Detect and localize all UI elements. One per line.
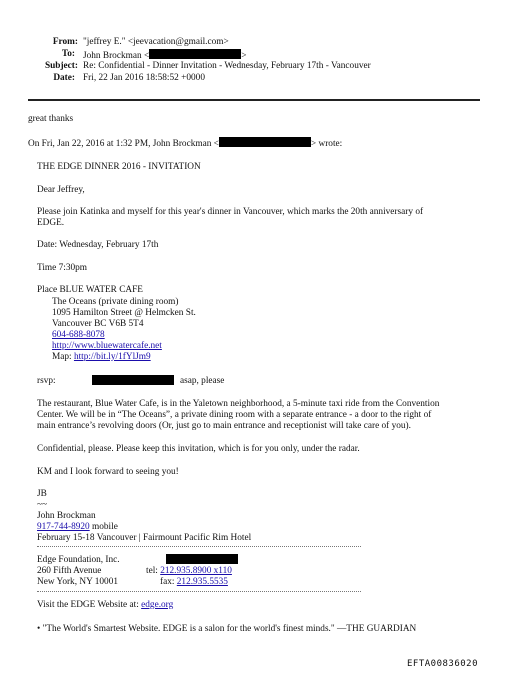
- redaction-box: [149, 49, 241, 59]
- invite-para2-line2: Center. We will be in “The Oceans”, a private dining room with a separate entrance - a door to the right of: [37, 410, 432, 420]
- map-label: Map:: [52, 352, 74, 362]
- tel-link[interactable]: 212.935.8900 x110: [160, 566, 232, 576]
- signature-divider: [37, 546, 361, 550]
- website-link[interactable]: http://www.bluewatercafe.net: [52, 341, 162, 351]
- quote-intro: [28, 137, 342, 150]
- invite-title: THE EDGE DINNER 2016 - INVITATION: [37, 162, 201, 172]
- invite-para2-line3: main entrance’s revolving doors (Or, just go to main entrance and receptionist will take care of you).: [37, 421, 411, 431]
- date-label: Date:: [53, 73, 75, 83]
- to-label: To:: [61, 49, 75, 59]
- signature-name: John Brockman: [37, 511, 96, 521]
- fax-label: fax:: [160, 577, 177, 587]
- phone-link[interactable]: 604-688-8078: [52, 330, 105, 340]
- date-value: Fri, 22 Jan 2016 18:58:52 +0000: [83, 73, 205, 83]
- signature-divider: [37, 591, 361, 595]
- reply-text: great thanks: [28, 114, 74, 124]
- guardian-quote: • "The World's Smartest Website. EDGE is a salon for the world's finest minds." —THE GUARDIAN: [37, 624, 417, 634]
- signature-tilde: ~~: [37, 500, 48, 510]
- rsvp-suffix: asap, please: [180, 376, 225, 386]
- invite-greeting: Dear Jeffrey,: [37, 185, 85, 195]
- quote-intro-suffix: > wrote:: [310, 139, 343, 149]
- redaction-box: [92, 375, 174, 385]
- visit-prefix: Visit the EDGE Website at:: [37, 600, 142, 610]
- invite-date-line: Date: Wednesday, February 17th: [37, 240, 159, 250]
- redaction-box: [166, 554, 238, 564]
- mobile-line: [37, 522, 118, 533]
- city-line: New York, NY 10001: [37, 577, 119, 587]
- redaction-box: [219, 137, 311, 147]
- edge-link[interactable]: edge.org: [141, 600, 174, 610]
- map-link[interactable]: http://bit.ly/1fYlJm9: [73, 352, 151, 362]
- address-line-2: 1095 Hamilton Street @ Helmcken St.: [52, 308, 196, 318]
- confidential-note: Confidential, please. Please keep this invitation, which is for you only, under the radar.: [37, 444, 360, 454]
- subject-label: Subject:: [44, 61, 78, 71]
- invite-time-line: Time 7:30pm: [37, 263, 88, 273]
- initials: JB: [37, 489, 47, 499]
- subject-value: Re: Confidential - Dinner Invitation - Wednesday, February 17th - Vancouver: [83, 61, 371, 71]
- to-value-suffix: >: [241, 51, 247, 61]
- closing-line: KM and I look forward to seeing you!: [37, 467, 179, 477]
- address-line-3: Vancouver BC V6B 5T4: [52, 319, 144, 329]
- header-divider: [28, 99, 480, 101]
- visit-line: [37, 600, 173, 611]
- invite-place-line: Place BLUE WATER CAFE: [37, 285, 143, 295]
- tel-label: tel:: [146, 566, 161, 576]
- rsvp-label: rsvp:: [37, 376, 56, 386]
- invite-para1-line2: EDGE.: [37, 218, 65, 228]
- invite-para2-line1: The restaurant, Blue Water Cafe, is in the Yaletown neighborhood, a 5-minute taxi ride from the Convention: [37, 399, 440, 409]
- document-id: EFTA00836020: [407, 659, 479, 669]
- invite-para1-line1: Please join Katinka and myself for this year's dinner in Vancouver, which marks the 20th anniversary of: [37, 207, 424, 217]
- mobile-link[interactable]: 917-744-8920: [37, 522, 90, 532]
- quote-intro-prefix: On Fri, Jan 22, 2016 at 1:32 PM, John Brockman <: [28, 139, 219, 149]
- travel-line: February 15-18 Vancouver | Fairmount Pacific Rim Hotel: [37, 533, 252, 543]
- from-value: "jeffrey E." <jeevacation@gmail.com>: [83, 37, 229, 47]
- mobile-label: mobile: [89, 522, 118, 532]
- org-name: Edge Foundation, Inc.: [37, 555, 120, 565]
- street-line: 260 Fifth Avenue: [37, 566, 102, 576]
- rsvp-redaction: [92, 375, 174, 388]
- fax-line: [160, 577, 228, 588]
- to-value-prefix: John Brockman <: [83, 51, 150, 61]
- address-line-1: The Oceans (private dining room): [52, 297, 179, 307]
- tel-line: [146, 566, 232, 577]
- from-label: From:: [52, 37, 78, 47]
- map-line: [52, 352, 151, 363]
- fax-link[interactable]: 212.935.5535: [176, 577, 228, 587]
